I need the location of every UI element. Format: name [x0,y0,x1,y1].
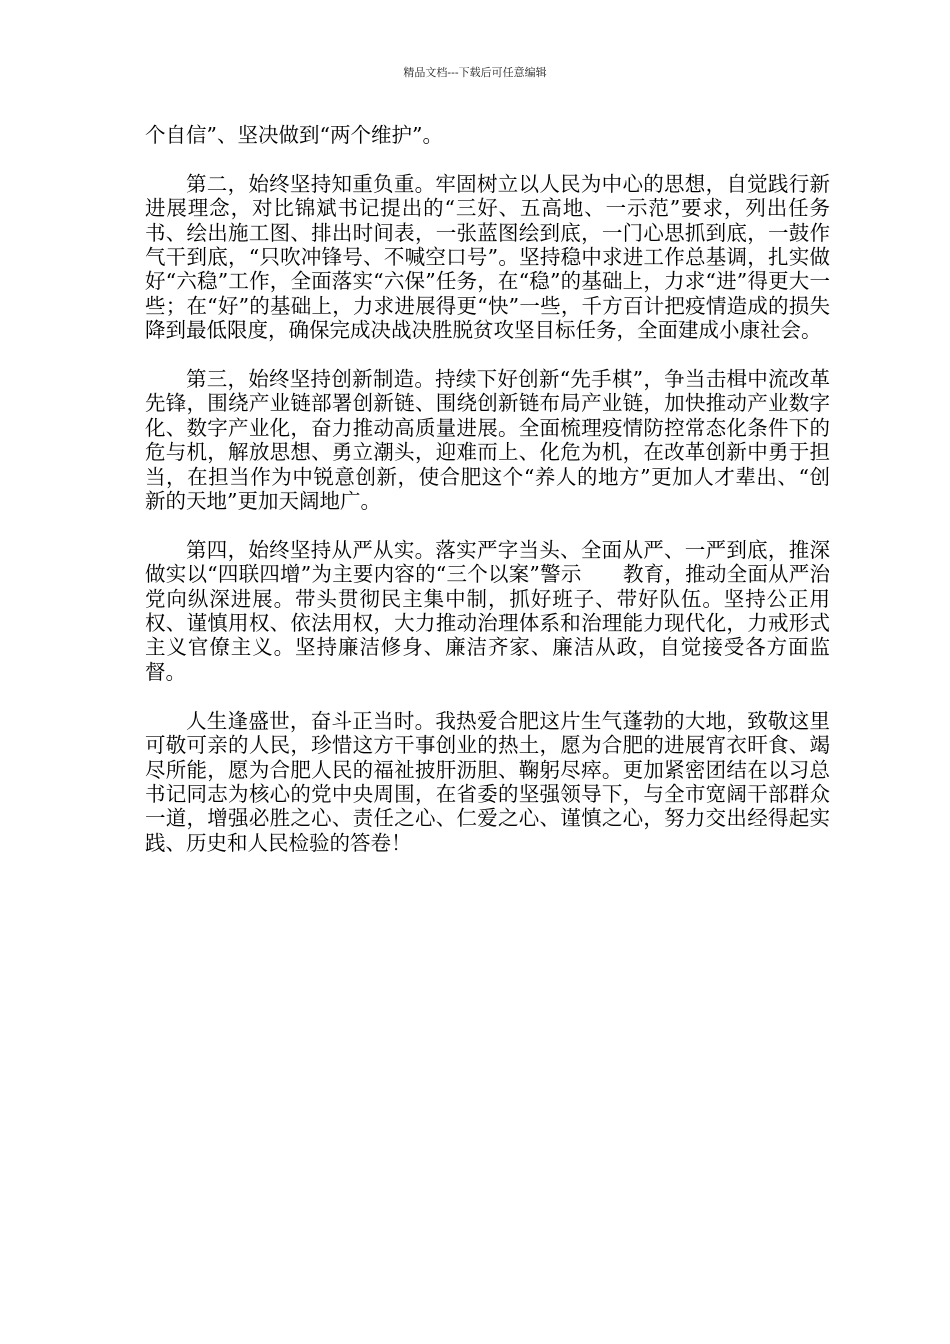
paragraph-fourth: 第四，始终坚持从严从实。落实严字当头、全面从严、一严到底，推深做实以“四联四增”为主要内容的“三个以案”警示 教育，推动全面从严治党向纵深进展。带头贯彻民主集中制，抓好班子、带好队伍。坚持公正用权、谨慎用权、依法用权，大力推动治理体系和治理能力现代化，力戒形式主义官僚主义。坚持廉洁修身、廉洁齐家、廉洁从政，自觉接受各方面监督。 [145,537,830,684]
paragraph-second: 第二，始终坚持知重负重。牢固树立以人民为中心的思想，自觉践行新进展理念，对比锦斌书记提出的“三好、五高地、一示范”要求，列出任务书、绘出施工图、排出时间表，一张蓝图绘到底，一门心思抓到底，一鼓作气干到底，“只吹冲锋号、不喊空口号”。坚持稳中求进工作总基调，扎实做好“六稳”工作，全面落实“六保”任务，在“稳”的基础上，力求“进”得更大一些；在“好”的基础上，力求进展得更“快”一些，千方百计把疫情造成的损失降到最低限度，确保完成决战决胜脱贫攻坚目标任务，全面建成小康社会。 [145,171,830,343]
paragraph-third: 第三，始终坚持创新制造。持续下好创新“先手棋”，争当击楫中流改革先锋，围绕产业链部署创新链、围绕创新链布局产业链，加快推动产业数字化、数字产业化，奋力推动高质量进展。全面梳理疫情防控常态化条件下的危与机，解放思想、勇立潮头，迎难而上、化危为机，在改革创新中勇于担当，在担当作为中锐意创新，使合肥这个“养人的地方”更加人才辈出、“创新的天地”更加天阔地广。 [145,367,830,514]
document-body [145,123,830,880]
page-header: 精品文档---下载后可任意编辑 [403,66,547,79]
paragraph-continuation: 个自信”、坚决做到“两个维护”。 [145,123,443,147]
paragraph-closing: 人生逢盛世，奋斗正当时。我热爱合肥这片生气蓬勃的大地，致敬这里可敬可亲的人民，珍惜这方干事创业的热土，愿为合肥的进展宵衣旰食、竭尽所能，愿为合肥人民的福祉披肝沥胆、鞠躬尽瘁。更加紧密团结在以习总书记同志为核心的党中央周围，在省委的坚强领导下，与全市宽阔干部群众一道，增强必胜之心、责任之心、仁爱之心、谨慎之心，努力交出经得起实践、历史和人民检验的答卷！ [145,708,830,855]
